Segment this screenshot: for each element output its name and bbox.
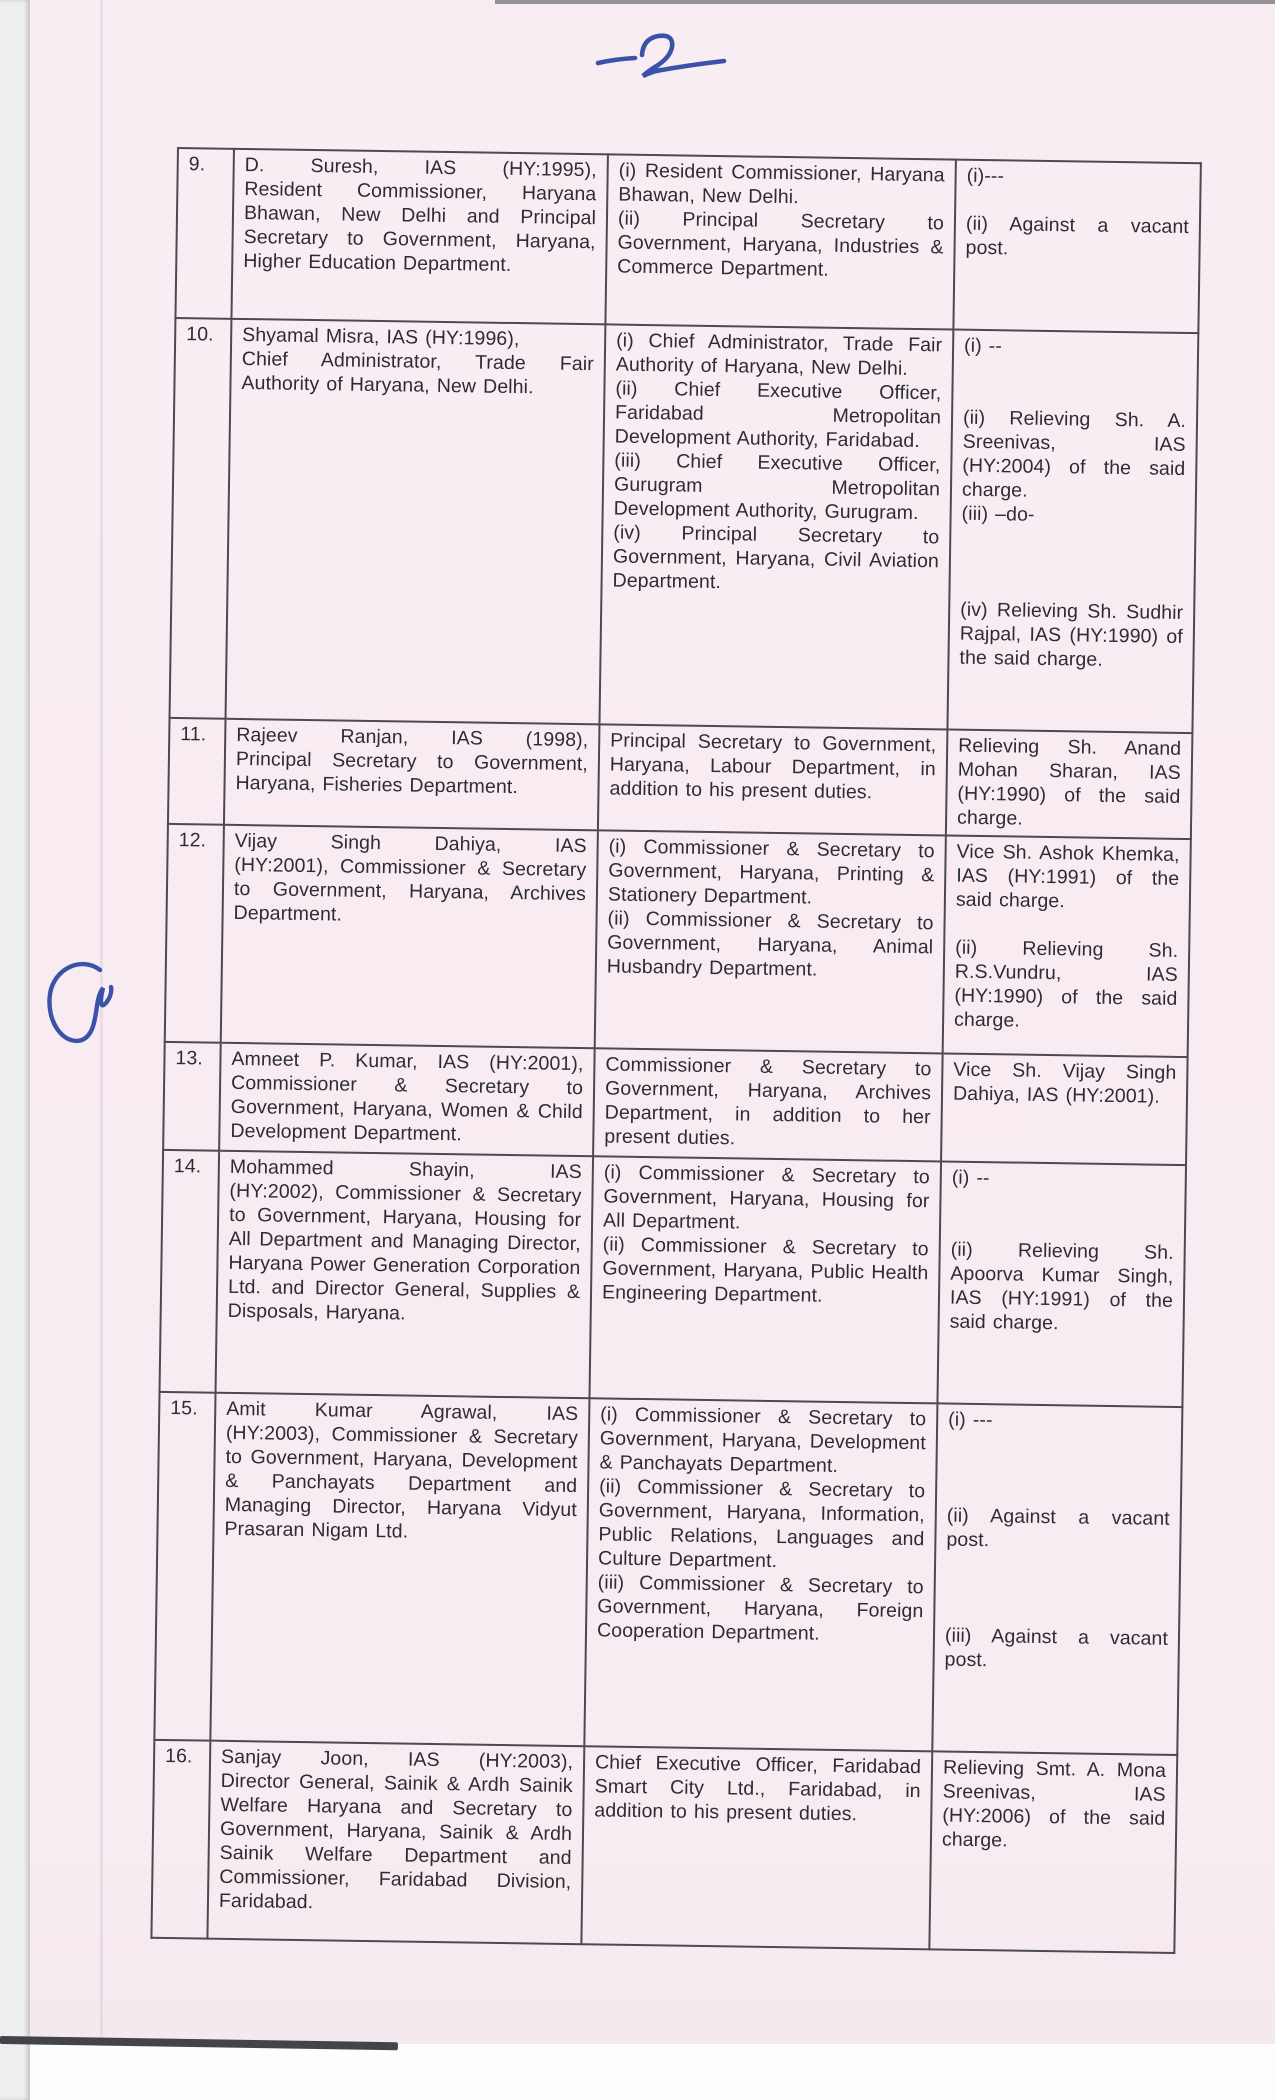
- remarks-cell: Vice Sh. Ashok Khemka, IAS (HY:1991) of the said charge. (ii) Relieving Sh. R.S.Vundru, IAS (HY:1990) of the said charge.: [943, 835, 1191, 1057]
- officer-designation: (HY:2002), Commissioner & Secretary to Government, Haryana, Housing for All Department and Managing Director, Haryana Power Generation Corporation Ltd. and Director General, Supplies & Disposals, Haryana.: [227, 1179, 582, 1325]
- remarks-cell: (i) -- (ii) Relieving Sh. A. Sreenivas, IAS (HY:2004) of the said charge. (iii) –do- (iv) Relieving Sh. Sudhir Rajpal, IAS (HY:1990) of the said charge.: [947, 330, 1198, 734]
- serial-cell: 10.: [170, 318, 232, 719]
- officer-cell: [221, 825, 598, 1049]
- remarks-cell: (i) --- (ii) Against a vacant post. (iii) Against a vacant post.: [932, 1403, 1182, 1755]
- page-number-ink: [592, 30, 732, 78]
- officer-designation: Resident Commissioner, Haryana Bhawan, New Delhi and Principal Secretary to Government, Haryana, Higher Education Department.: [243, 178, 597, 276]
- table-row: [165, 824, 1191, 1057]
- table-row: [151, 1740, 1177, 1953]
- posting-cell: (i) Chief Administrator, Trade Fair Authority of Haryana, New Delhi. (ii) Chief Executive Officer, Faridabad Metropolitan Development Authority, Faridabad. (iii) Chief Executive Officer, Gurugram Metropolitan Development Authority, Gurugram. (iv) Principal Secretary to Government, Haryana, Civil Aviation Department.: [599, 324, 953, 729]
- serial-cell: 12.: [165, 824, 224, 1043]
- officer-cell: [231, 149, 607, 325]
- remarks-cell: (i) -- (ii) Relieving Sh. Apoorva Kumar Singh, IAS (HY:1991) of the said charge.: [937, 1161, 1186, 1407]
- officer-name: Mohammed Shayin, IAS: [229, 1155, 583, 1184]
- officer-name: Amneet P. Kumar, IAS (HY:2001),: [231, 1047, 584, 1076]
- handwritten-check-mark: [42, 958, 118, 1054]
- officer-cell: [216, 1151, 594, 1399]
- officer-designation: (HY:2001), Commissioner & Secretary to Government, Haryana, Archives Department.: [233, 853, 587, 926]
- serial-cell: 9.: [175, 148, 234, 319]
- serial-cell: 15.: [154, 1392, 215, 1741]
- serial-cell: 13.: [163, 1042, 221, 1151]
- table-row: [168, 718, 1192, 839]
- table-row: [160, 1150, 1186, 1407]
- posting-cell: Principal Secretary to Government, Haryana, Labour Department, in addition to his present duties.: [598, 724, 948, 835]
- officer-name: Rajeev Ranjan, IAS (1998),: [236, 723, 589, 752]
- officer-designation: Principal Secretary to Government, Haryana, Fisheries Department.: [235, 747, 589, 799]
- posting-cell: Chief Executive Officer, Faridabad Smart City Ltd., Faridabad, in addition to his present duties.: [581, 1746, 932, 1949]
- transfer-orders-table: [150, 147, 1201, 1954]
- remarks-cell: (i)--- (ii) Against a vacant post.: [953, 160, 1200, 334]
- table-row: [175, 148, 1200, 333]
- scan-top-edge: [495, 0, 1275, 4]
- posting-cell: (i) Commissioner & Secretary to Government, Haryana, Housing for All Department. (ii) Commissioner & Secretary to Government, Haryana, Public Health Engineering Department.: [589, 1156, 941, 1403]
- officer-designation: Director General, Sainik & Ardh Sainik Welfare Haryana and Secretary to Government, Haryana, Sainik & Ardh Sainik Welfare Department and Commissioner, Faridabad Division, Faridabad.: [218, 1769, 573, 1914]
- remarks-cell: Relieving Sh. Anand Mohan Sharan, IAS (HY:1990) of the said charge.: [946, 729, 1193, 839]
- posting-cell: (i) Commissioner & Secretary to Government, Haryana, Printing & Stationery Department. (ii) Commissioner & Secretary to Government, Haryana, Animal Husbandry Department.: [595, 830, 946, 1053]
- posting-cell: (i) Resident Commissioner, Haryana Bhawan, New Delhi. (ii) Principal Secretary to Government, Haryana, Industries & Commerce Department.: [605, 154, 955, 329]
- officer-designation: Commissioner & Secretary to Government, Haryana, Women & Child Development Department.: [230, 1071, 584, 1146]
- serial-cell: 16.: [151, 1740, 210, 1939]
- officer-cell: [226, 319, 606, 725]
- handwritten-page-number: [592, 30, 732, 78]
- posting-cell: Commissioner & Secretary to Government, Haryana, Archives Department, in addition to her present duties.: [593, 1048, 943, 1161]
- serial-cell: 11.: [168, 718, 226, 825]
- officer-name: Amit Kumar Agrawal, IAS: [226, 1397, 579, 1426]
- officer-name: Shyamal Misra, IAS (HY:1996),: [242, 323, 520, 351]
- officer-cell: [219, 1043, 595, 1157]
- officer-name: Vijay Singh Dahiya, IAS: [234, 829, 587, 858]
- remarks-cell: Relieving Smt. A. Mona Sreenivas, IAS (HY:2006) of the said charge.: [929, 1751, 1177, 1953]
- officer-name: D. Suresh, IAS (HY:1995),: [244, 154, 597, 182]
- table-row: [163, 1042, 1187, 1165]
- table-row: [170, 318, 1199, 733]
- serial-cell: 14.: [160, 1150, 220, 1393]
- officer-cell: [224, 719, 600, 831]
- officer-designation: (HY:2003), Commissioner & Secretary to Government, Haryana, Development & Panchayats Department and Managing Director, Haryana Vidyut Prasaran Nigam Ltd.: [224, 1421, 579, 1543]
- posting-cell: (i) Commissioner & Secretary to Government, Haryana, Development & Panchayats Department. (ii) Commissioner & Secretary to Government, Haryana, Information, Public Relations, Languages and Culture Department. (iii) Commissioner & Secretary to Government, Haryana, Foreign Cooperation Department.: [584, 1398, 937, 1751]
- scanner-edge: [0, 0, 30, 2100]
- check-mark-ink: [42, 958, 118, 1054]
- remarks-cell: Vice Sh. Vijay Singh Dahiya, IAS (HY:2001).: [941, 1053, 1188, 1165]
- officer-designation: Chief Administrator, Trade Fair Authority of Haryana, New Delhi.: [241, 347, 594, 399]
- officer-cell: [210, 1393, 589, 1747]
- officer-cell: [207, 1741, 584, 1945]
- table-row: [154, 1392, 1182, 1755]
- officer-name: Sanjay Joon, IAS (HY:2003),: [220, 1745, 574, 1774]
